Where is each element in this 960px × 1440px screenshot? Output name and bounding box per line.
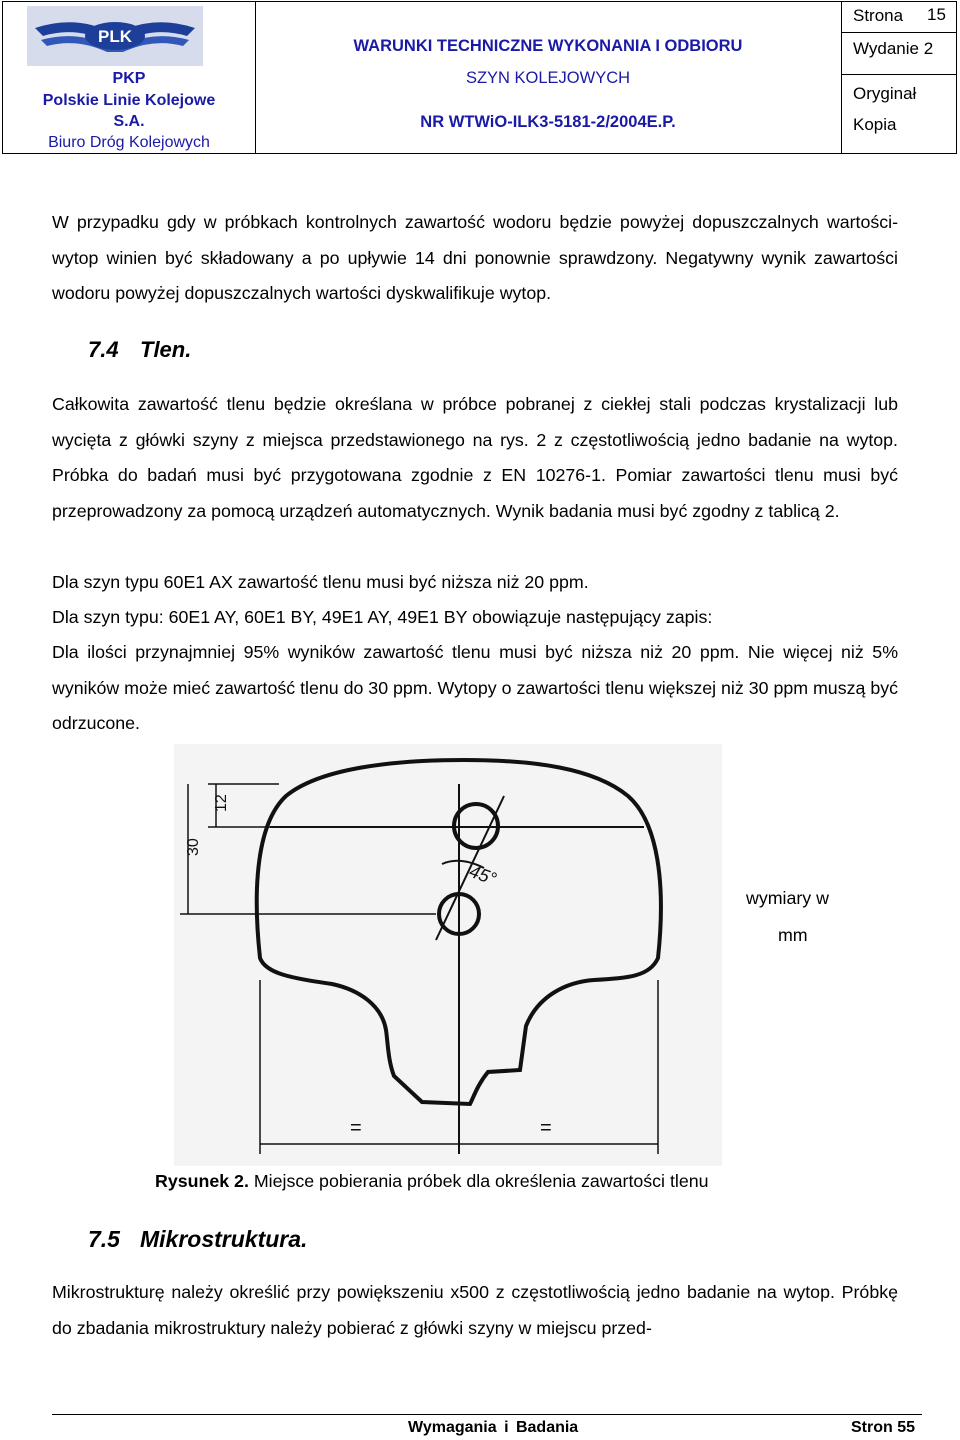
section-title: Mikrostruktura. bbox=[140, 1226, 308, 1252]
paragraph-oxygen-limits: Dla ilości przynajmniej 95% wyników zawartość tlenu musi być niższa niż 20 ppm. Nie więcej niż 5% wyników może mieć zawartość tlenu do 30 ppm. Wytopy o zawartości tlenu większej niż 30 ppm muszą być odrzucone. bbox=[52, 642, 898, 733]
edition: Wydanie 2 bbox=[853, 39, 934, 58]
doc-number: NR WTWiO-ILK3-5181-2/2004E.P. bbox=[420, 113, 676, 131]
header-org-cell bbox=[3, 2, 256, 153]
dimension-12: 12 bbox=[213, 794, 230, 812]
org-suffix: S.A. bbox=[113, 113, 145, 130]
header-title-cell bbox=[255, 2, 842, 153]
line-60e1-ax: Dla szyn typu 60E1 AX zawartość tlenu musi być niższa niż 20 ppm. bbox=[52, 572, 589, 592]
line-rail-types: Dla szyn typu: 60E1 AY, 60E1 BY, 49E1 AY, 49E1 BY obowiązuje następujący zapis: bbox=[52, 607, 713, 627]
document-header bbox=[2, 1, 957, 154]
org-short: PKP bbox=[112, 70, 146, 87]
org-dept: Biuro Dróg Kolejowych bbox=[48, 134, 210, 151]
copy-label: Kopia bbox=[853, 115, 897, 134]
section-heading-7-4 bbox=[88, 337, 191, 363]
units-note-line2: mm bbox=[778, 925, 808, 945]
section-title: Tlen. bbox=[140, 337, 192, 362]
footer-right: Stron 55 bbox=[851, 1419, 916, 1436]
angle-label: 45° bbox=[466, 860, 500, 890]
footer-rule bbox=[52, 1414, 922, 1415]
paragraph-microstructure: Mikrostrukturę należy określić przy powiększeniu x500 z częstotliwością jedno badanie na wytop. Próbkę do zbadania mikrostruktury należy pobierać z główki szyny w miejscu przed- bbox=[52, 1282, 898, 1338]
logo-text: PLK bbox=[98, 27, 132, 46]
header-divider bbox=[841, 32, 956, 33]
dimension-30: 30 bbox=[185, 838, 202, 856]
paragraph-oxygen: Całkowita zawartość tlenu będzie określana w próbce pobranej z ciekłej stali podczas krystalizacji lub wycięta z główki szyny z miejsca przedstawionego na rys. 2 z częstotliwością jedno badanie na wytop. Próbka do badań musi być przygotowana zgodnie z EN 10276-1. Pomiar zawartości tlenu musi być przeprowadzony za pomocą urządzeń automatycznych. Wynik badania musi być zgodny z tablicą 2. bbox=[52, 394, 898, 521]
units-note-line1: wymiary w bbox=[746, 888, 829, 908]
equal-mark-right: = bbox=[540, 1117, 552, 1139]
equal-mark-left: = bbox=[350, 1117, 362, 1139]
section-heading-7-5 bbox=[88, 1226, 307, 1253]
page-number: 15 bbox=[927, 5, 946, 24]
footer-left: Wymagania i Badania bbox=[408, 1419, 579, 1436]
caption-label: Rysunek 2. bbox=[155, 1171, 249, 1191]
page-label: Strona bbox=[853, 6, 904, 25]
figure-caption bbox=[155, 1171, 709, 1192]
plk-logo bbox=[27, 6, 203, 66]
section-number: 7.4 bbox=[88, 337, 119, 362]
caption-text: Miejsce pobierania próbek dla określenia zawartości tlenu bbox=[253, 1171, 709, 1191]
doc-title-line2: SZYN KOLEJOWYCH bbox=[465, 69, 631, 87]
paragraph-hydrogen: W przypadku gdy w próbkach kontrolnych zawartość wodoru będzie powyżej dopuszczalnych wartości- wytop winien być składowany a po upływie 14 dni ponownie sprawdzony. Negatywny wynik zawartości wodoru powyżej dopuszczalnych wartości dyskwalifikuje wytop. bbox=[52, 212, 898, 303]
section-number: 7.5 bbox=[88, 1226, 120, 1252]
original-label: Oryginał bbox=[853, 84, 917, 103]
header-divider bbox=[841, 74, 956, 75]
header-page-cell bbox=[841, 2, 956, 153]
rail-head-figure bbox=[174, 744, 722, 1166]
org-name: Polskie Linie Kolejowe bbox=[42, 92, 216, 109]
doc-title-line1: WARUNKI TECHNICZNE WYKONANIA I ODBIORU bbox=[353, 37, 743, 55]
